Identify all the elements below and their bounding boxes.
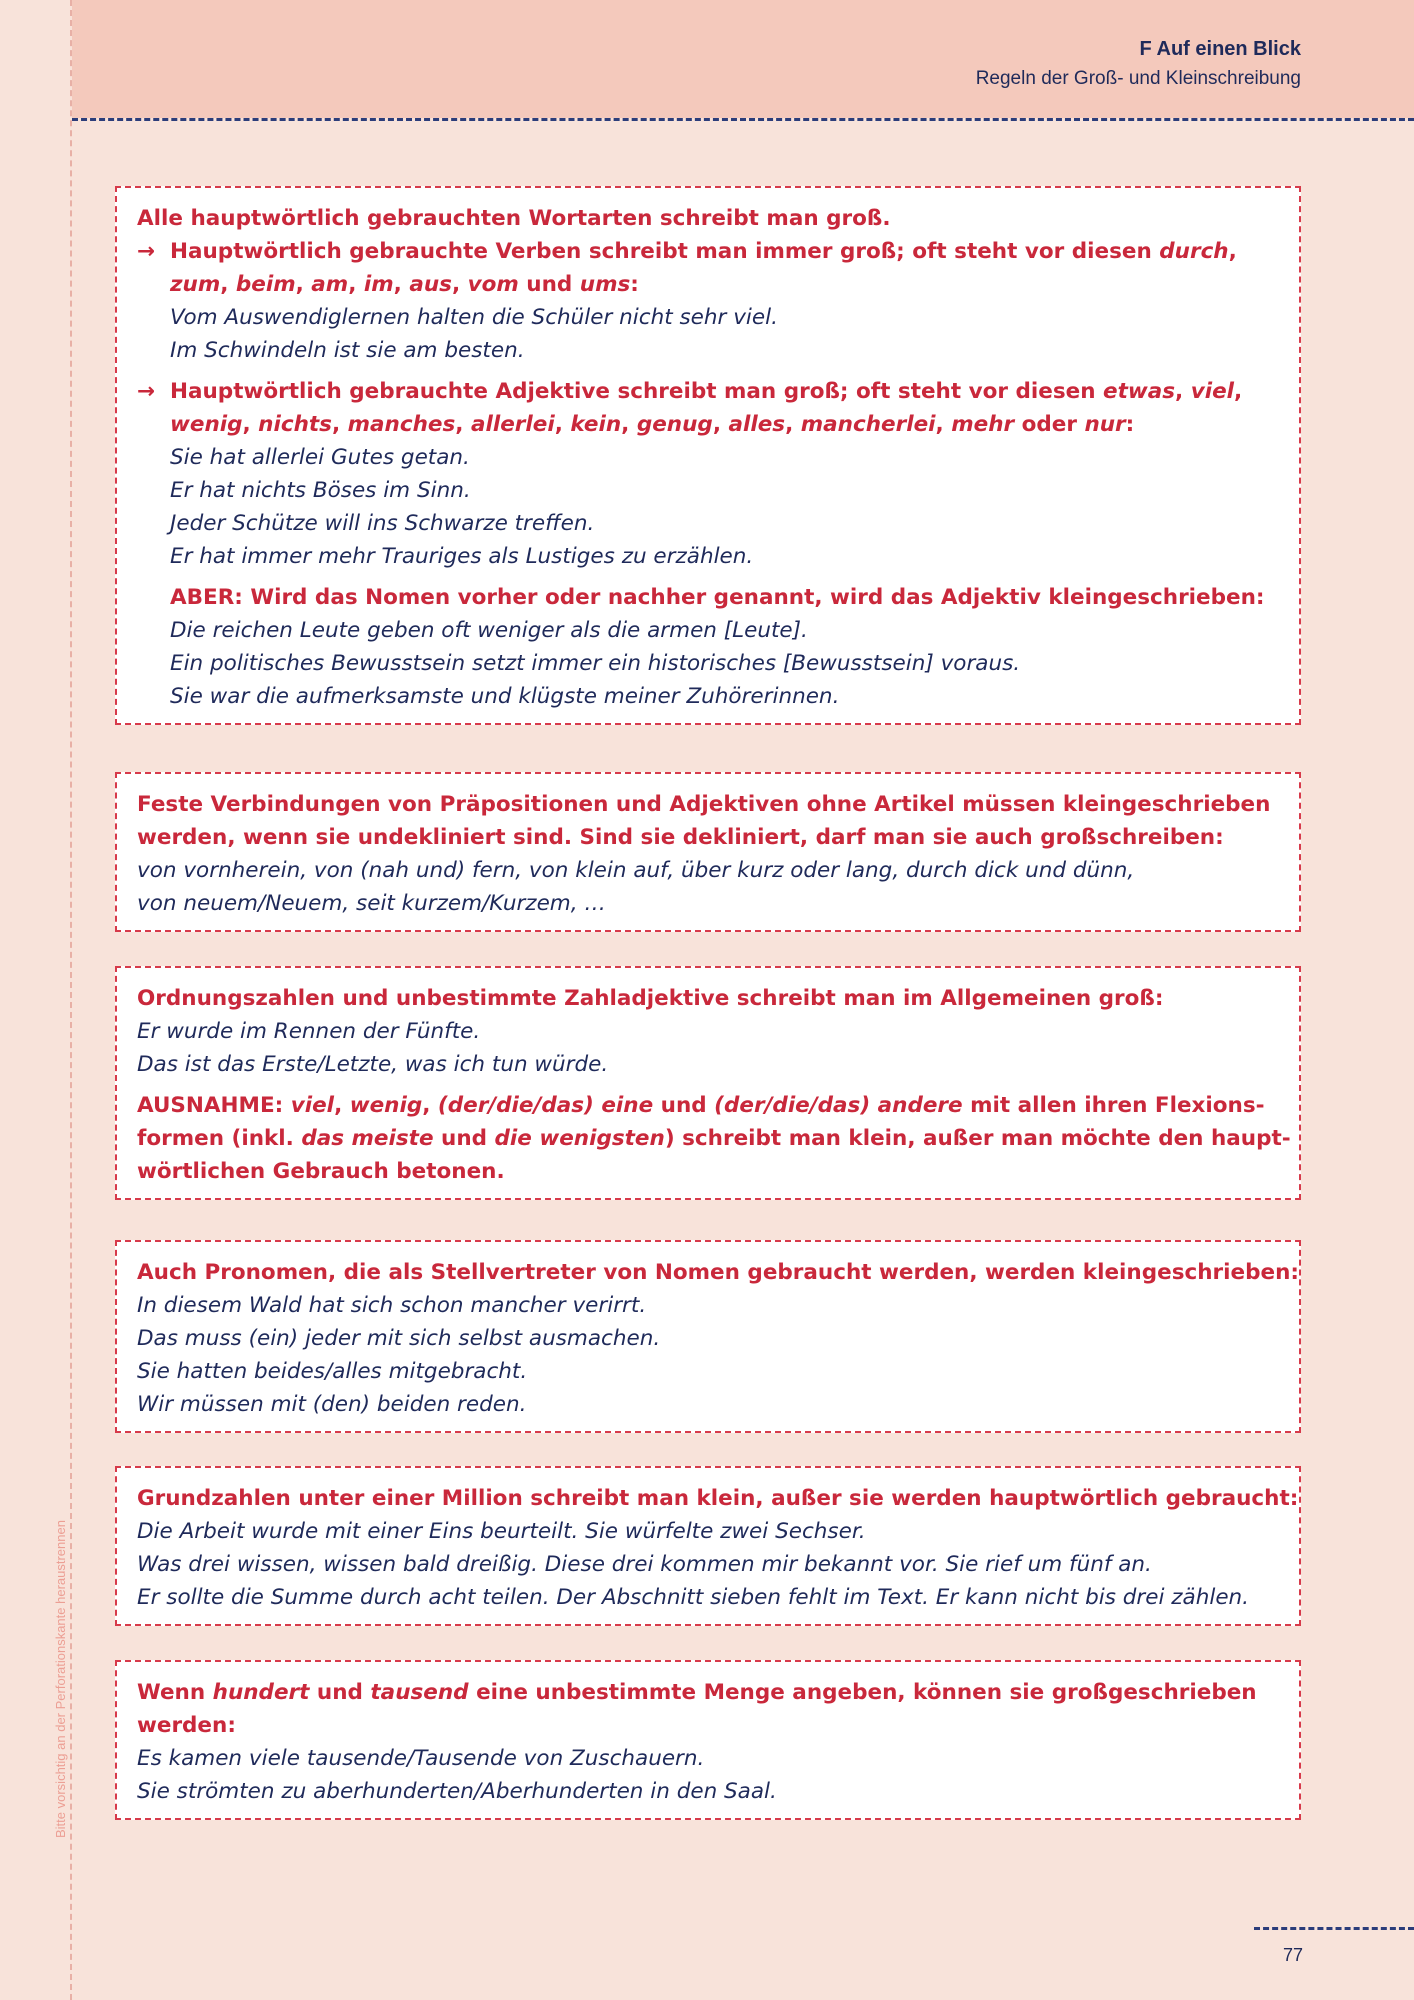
rule-title: Auch Pronomen, die als Stellvertreter von Nomen gebraucht werden, werden kleingeschrieben: [137, 1260, 1299, 1285]
example-sentence: Sie war die aufmerksamste und klügste meiner Zuhörerinnen. [170, 684, 840, 709]
example-sentence: Wir müssen mit (den) beiden reden. [137, 1392, 527, 1417]
example-sentence: Sie hat allerlei Gutes getan. [170, 445, 470, 470]
example-sentence: Er wurde im Rennen der Fünfte. [137, 1019, 481, 1044]
example-sentence: Sie strömten zu aberhunderten/Aberhunderten in den Saal. [137, 1779, 777, 1804]
example-sentence: Er hat nichts Böses im Sinn. [170, 478, 471, 503]
rule-box-nominalization [115, 186, 1301, 725]
example-sentence: Die reichen Leute geben oft weniger als die armen [Leute]. [170, 618, 808, 643]
header-divider [72, 118, 1414, 121]
example-sentence: Sie hatten beides/alles mitgebracht. [137, 1359, 528, 1384]
rule-title: Alle hauptwörtlich gebrauchten Wortarten schreibt man groß. [137, 206, 891, 231]
footer-divider [1254, 1927, 1414, 1930]
example-sentence: Die Arbeit wurde mit einer Eins beurteilt. Sie würfelte zwei Sechser. [137, 1519, 866, 1544]
rule-title: Wenn hundert und tausend eine unbestimmte Menge angeben, können sie großgeschrieben [137, 1680, 1257, 1705]
example-sentence: von neuem/Neuem, seit kurzem/Kurzem, … [137, 891, 606, 916]
rule-line: → Hauptwörtlich gebrauchte Adjektive schreibt man groß; oft steht vor diesen etwas, viel, [137, 375, 1281, 408]
arrow-right-icon: → [137, 239, 156, 264]
rule-line: zum, beim, am, im, aus, vom und ums: [170, 272, 639, 297]
example-sentence: Er sollte die Summe durch acht teilen. Der Abschnitt sieben fehlt im Text. Er kann nicht bis drei zählen. [137, 1585, 1250, 1610]
rule-line: wenig, nichts, manches, allerlei, kein, genug, alles, mancherlei, mehr oder nur: [170, 412, 1135, 437]
example-sentence: Was drei wissen, wissen bald dreißig. Diese drei kommen mir bekannt vor. Sie rief um fünf an. [137, 1552, 1152, 1577]
example-sentence: Er hat immer mehr Trauriges als Lustiges zu erzählen. [170, 544, 754, 569]
arrow-right-icon: → [137, 379, 156, 404]
example-sentence: Im Schwindeln ist sie am besten. [170, 338, 525, 363]
exception-line: formen (inkl. das meiste und die wenigsten) schreibt man klein, außer man möchte den haupt- [137, 1126, 1291, 1151]
example-sentence: Es kamen viele tausende/Tausende von Zuschauern. [137, 1746, 705, 1771]
rule-box-cardinals [115, 1466, 1301, 1626]
rule-line: → Hauptwörtlich gebrauchte Verben schreibt man immer groß; oft steht vor diesen durch, [137, 235, 1281, 268]
rule-box-ordinals [115, 966, 1301, 1200]
example-sentence: von vornherein, von (nah und) fern, von klein auf, über kurz oder lang, durch dick und dünn, [137, 858, 1135, 883]
perforation-note: Bitte vorsichtig an der Perforationskante heraustrennen [53, 1520, 68, 1838]
example-sentence: Jeder Schütze will ins Schwarze treffen. [170, 511, 595, 536]
page-number: 77 [1282, 1945, 1303, 1965]
aber-label: ABER: [170, 585, 243, 610]
example-sentence: In diesem Wald hat sich schon mancher verirrt. [137, 1293, 647, 1318]
rule-title: werden: [137, 1713, 236, 1738]
page-header [72, 0, 1414, 118]
rule-box-pronouns [115, 1240, 1301, 1433]
ausnahme-label: AUSNAHME: [137, 1093, 291, 1118]
exception-line: AUSNAHME: viel, wenig, (der/die/das) eine und (der/die/das) andere mit allen ihren Flexions- [137, 1093, 1265, 1118]
chapter-subtitle: Regeln der Groß- und Kleinschreibung [975, 68, 1301, 89]
chapter-title: F Auf einen Blick [1139, 38, 1301, 60]
rule-title: Feste Verbindungen von Präpositionen und Adjektiven ohne Artikel müssen kleingeschrieben [137, 792, 1271, 817]
rule-box-hundred-thousand [115, 1660, 1301, 1820]
example-sentence: Das ist das Erste/Letzte, was ich tun würde. [137, 1052, 609, 1077]
example-sentence: Vom Auswendiglernen halten die Schüler nicht sehr viel. [170, 305, 778, 330]
rule-title: Grundzahlen unter einer Million schreibt man klein, außer sie werden hauptwörtlich gebraucht: [137, 1486, 1299, 1511]
exception-line: ABER: Wird das Nomen vorher oder nachher genannt, wird das Adjektiv kleingeschrieben: [170, 585, 1265, 610]
rule-box-fixed-phrases [115, 772, 1301, 932]
example-sentence: Ein politisches Bewusstsein setzt immer ein historisches [Bewusstsein] voraus. [170, 651, 1021, 676]
example-sentence: Das muss (ein) jeder mit sich selbst ausmachen. [137, 1326, 661, 1351]
rule-title: werden, wenn sie undekliniert sind. Sind sie dekliniert, darf man sie auch großschreiben: [137, 825, 1224, 850]
page [72, 0, 1414, 2000]
rule-title: Ordnungszahlen und unbestimmte Zahladjektive schreibt man im Allgemeinen groß: [137, 986, 1164, 1011]
exception-line: wörtlichen Gebrauch betonen. [137, 1159, 505, 1184]
